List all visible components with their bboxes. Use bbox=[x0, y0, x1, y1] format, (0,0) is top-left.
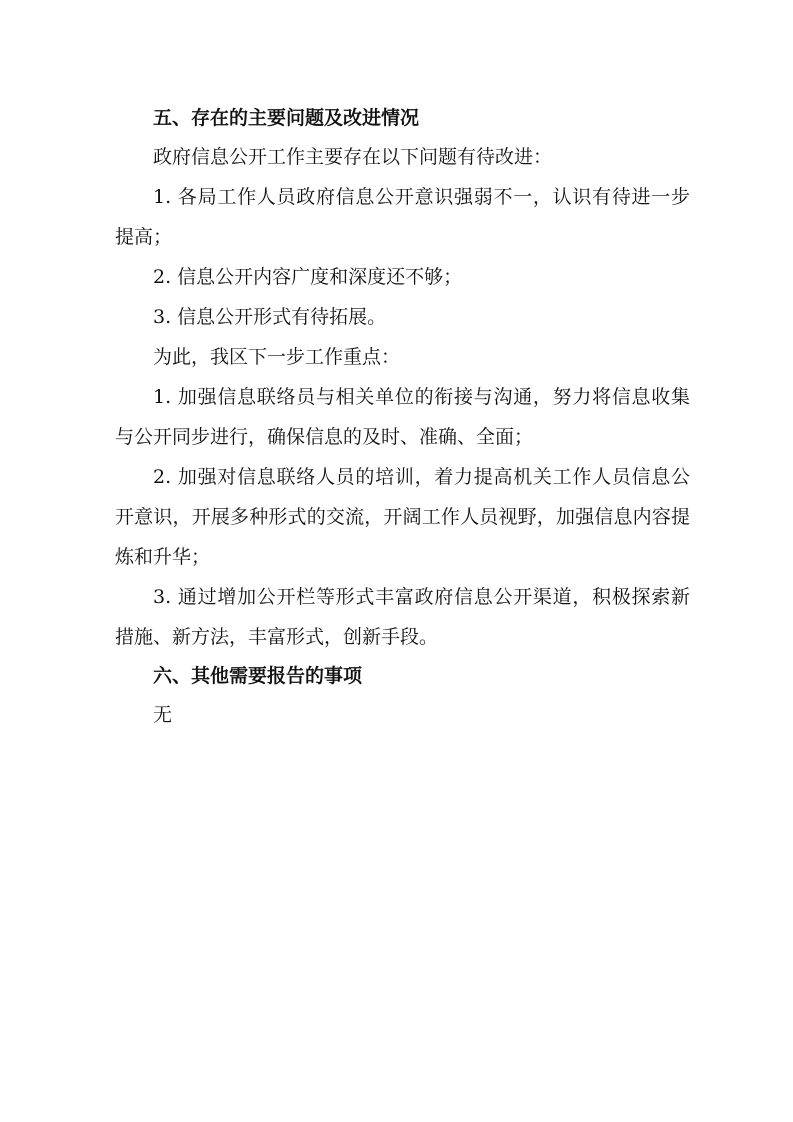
problem-item-1: 1. 各局工作人员政府信息公开意识强弱不一，认识有待进一步提高； bbox=[115, 186, 690, 248]
section-5-intro: 政府信息公开工作主要存在以下问题有待改进： bbox=[153, 146, 553, 168]
section-5-heading: 五、存在的主要问题及改进情况 bbox=[153, 107, 420, 129]
section-6-body: 无 bbox=[153, 704, 173, 726]
plan-item-2: 2. 加强对信息联络人员的培训，着力提高机关工作人员信息公开意识，开展多种形式的交流，开阔工作人员视野，加强信息内容提炼和升华； bbox=[115, 466, 690, 568]
plan-item-3: 3. 通过增加公开栏等形式丰富政府信息公开渠道，积极探索新措施、新方法，丰富形式，创新手段。 bbox=[115, 586, 690, 648]
plan-intro: 为此，我区下一步工作重点： bbox=[153, 346, 401, 368]
plan-item-1: 1. 加强信息联络员与相关单位的衔接与沟通，努力将信息收集与公开同步进行，确保信息的及时、准确、全面； bbox=[115, 386, 690, 448]
document-body bbox=[115, 99, 690, 735]
section-6-heading: 六、其他需要报告的事项 bbox=[153, 665, 363, 687]
problem-item-2: 2. 信息公开内容广度和深度还不够； bbox=[153, 266, 463, 288]
problem-item-3: 3. 信息公开形式有待拓展。 bbox=[153, 306, 387, 328]
